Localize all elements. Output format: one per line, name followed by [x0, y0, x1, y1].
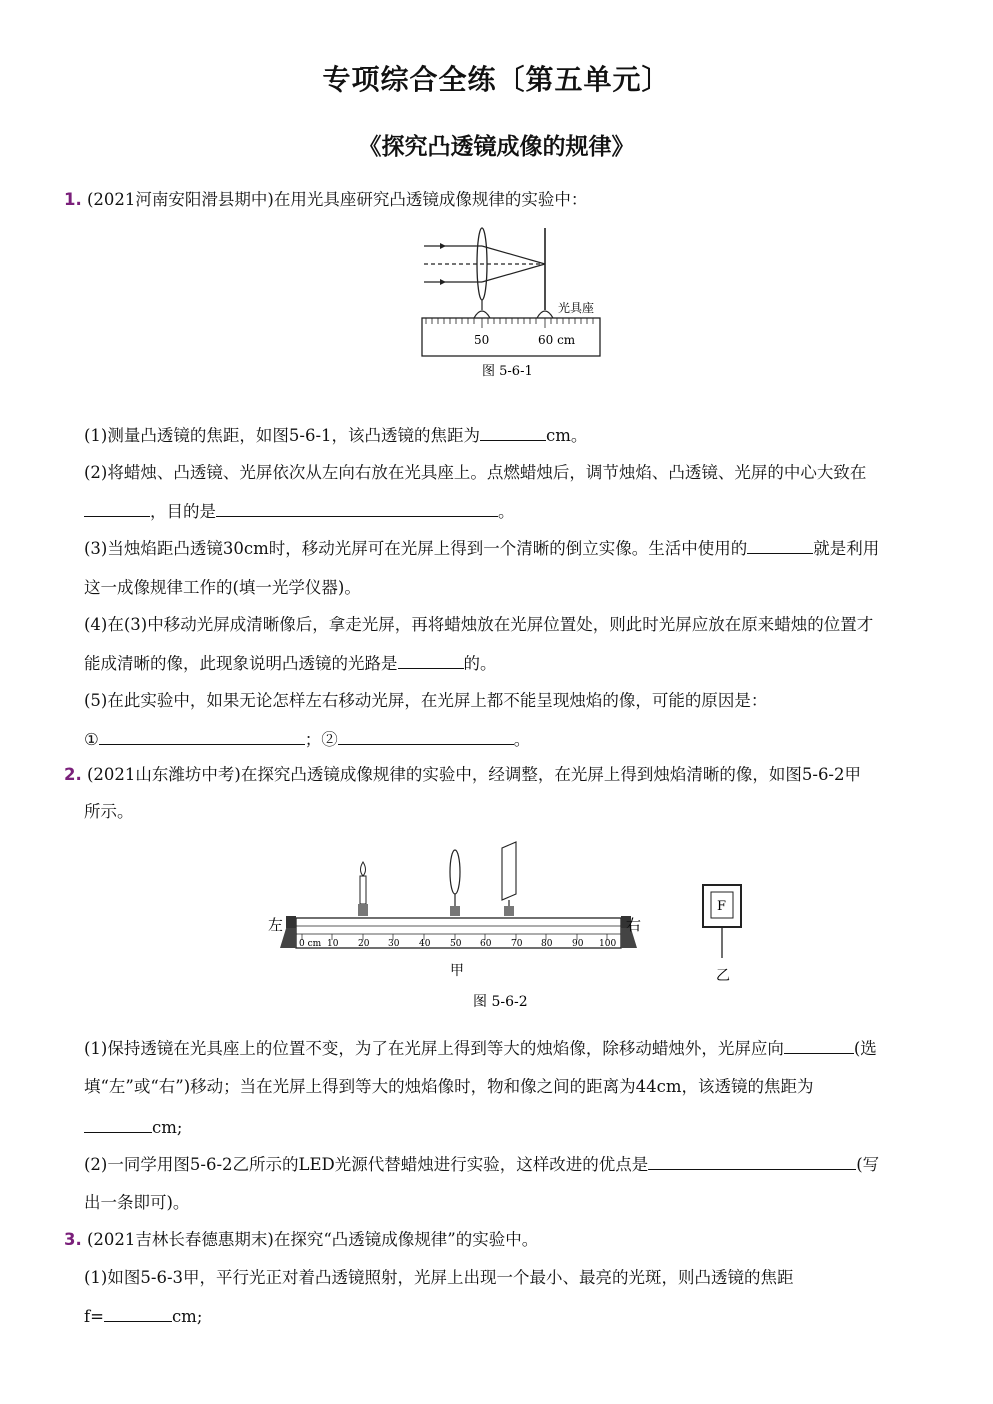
q1-part4-text: 能成清晰的像，此现象说明凸透镜的光路是	[84, 654, 398, 673]
q1-part5-circled-1: ①	[84, 730, 99, 749]
q1-part3-text2: 就是利用	[813, 539, 880, 558]
q3-number: 3.	[64, 1230, 82, 1249]
q1-part5-line2	[84, 728, 530, 752]
q3-part1-label: f=	[84, 1307, 104, 1326]
q1-part5-end: 。	[513, 730, 531, 749]
tick-60: 60 cm	[538, 333, 576, 347]
q1-stem-text: (2021河南安阳滑县期中)在用光具座研究凸透镜成像规律的实验中：	[87, 190, 588, 209]
figure-5-6-1-caption: 图 5-6-1	[482, 364, 533, 379]
answer-blank[interactable]	[99, 728, 305, 745]
q1-part3-line1	[84, 537, 879, 561]
tick-label: 90	[572, 939, 584, 949]
q1-part5-line1: (5)在此实验中，如果无论怎样左右移动光屏，在光屏上都不能呈现烛焰的像，可能的原因是：	[84, 691, 768, 710]
q3-part1-line1: (1)如图5-6-3甲，平行光正对着凸透镜照射，光屏上出现一个最小、最亮的光斑，则凸透镜的焦距	[84, 1268, 794, 1287]
q2-number: 2.	[64, 765, 82, 784]
q2-part2-line2: 出一条即可)。	[84, 1193, 190, 1212]
q1-part3-line2: 这一成像规律工作的(填一光学仪器)。	[84, 578, 361, 597]
tick-label: 60	[480, 939, 492, 949]
q2-part1-line2: 填“左”或“右”)移动；当在光屏上得到等大的烛焰像时，物和像之间的距离为44cm，该透镜的焦距为	[84, 1077, 814, 1096]
led-light-source	[703, 885, 741, 958]
label-left: 左	[268, 916, 284, 934]
light-rays	[424, 246, 545, 282]
q1-part2-line1: (2)将蜡烛、凸透镜、光屏依次从左向右放在光具座上。点燃蜡烛后，调节烛焰、凸透镜、光屏的中心大致在	[84, 463, 867, 482]
screen-shape	[502, 842, 516, 916]
q2-stem-text: (2021山东潍坊中考)在探究凸透镜成像规律的实验中，经调整，在光屏上得到烛焰清晰的像，如图5-6-2甲	[87, 765, 862, 784]
q2-stem-line2: 所示。	[84, 802, 134, 821]
q1-part4-line1: (4)在(3)中移动光屏成清晰像后，拿走光屏，再将蜡烛放在光屏位置处，则此时光屏应放在原来蜡烛的位置才	[84, 615, 874, 634]
section-title: 《探究凸透镜成像的规律》	[358, 134, 635, 160]
label-jia: 甲	[450, 963, 464, 979]
q1-stem	[64, 188, 587, 212]
answer-blank[interactable]	[84, 500, 150, 517]
q2-part2-text: (2)一同学用图5-6-2乙所示的LED光源代替蜡烛进行实验，这样改进的优点是	[84, 1155, 649, 1174]
q1-part1-text: (1)测量凸透镜的焦距，如图5-6-1，该凸透镜的焦距为	[84, 426, 481, 445]
label-right: 右	[626, 916, 642, 934]
figure-5-6-2-caption: 图 5-6-2	[473, 994, 528, 1010]
q1-part4-end: 的。	[463, 654, 497, 673]
q1-number: 1.	[64, 190, 82, 209]
answer-blank[interactable]	[338, 728, 514, 745]
tick-label: 0 cm	[299, 939, 322, 949]
answer-blank[interactable]	[648, 1153, 856, 1170]
tick-50: 50	[474, 333, 490, 347]
page-title: 专项综合全练〔第五单元〕	[322, 63, 671, 96]
bench-label: 光具座	[558, 301, 595, 315]
q2-part1-unit: cm;	[152, 1118, 183, 1137]
label-yi: 乙	[716, 968, 730, 984]
q1-part2-line2	[84, 500, 515, 524]
figure-5-6-1	[410, 220, 610, 390]
q3-part1-unit: cm;	[171, 1307, 203, 1326]
answer-blank[interactable]	[104, 1305, 172, 1322]
q2-part2-line1	[84, 1153, 879, 1177]
answer-blank[interactable]	[216, 500, 498, 517]
q2-part1-text2: (选	[853, 1039, 877, 1058]
tick-label: 50	[450, 939, 462, 949]
answer-blank[interactable]	[747, 537, 813, 554]
q2-part1-text: (1)保持透镜在光具座上的位置不变，为了在光屏上得到等大的烛焰像，除移动蜡烛外，光屏应向	[84, 1039, 784, 1058]
q3-part1-line2	[84, 1305, 202, 1329]
tick-label: 40	[419, 939, 431, 949]
tick-label: 10	[327, 939, 339, 949]
lens-shape	[450, 850, 460, 916]
answer-blank[interactable]	[784, 1037, 854, 1054]
q2-part1-line1	[84, 1037, 877, 1061]
q1-part2-end: 。	[498, 502, 515, 521]
figure-5-6-2	[266, 840, 766, 1020]
led-letter: F	[717, 899, 727, 914]
answer-blank[interactable]	[398, 652, 464, 669]
q2-part2-text2: (写	[856, 1155, 880, 1174]
q2-stem-line1	[64, 763, 861, 787]
tick-label: 70	[511, 939, 523, 949]
q2-part1-line3	[84, 1116, 182, 1140]
answer-blank[interactable]	[480, 424, 546, 441]
q1-part1	[84, 424, 587, 448]
tick-label: 100	[599, 939, 617, 949]
q1-part4-line2	[84, 652, 497, 676]
q1-part3-text: (3)当烛焰距凸透镜30cm时，移动光屏可在光屏上得到一个清晰的倒立实像。生活中使用的	[84, 539, 748, 558]
q3-stem-text: (2021吉林长春德惠期末)在探究“凸透镜成像规律”的实验中。	[87, 1230, 539, 1249]
answer-blank[interactable]	[84, 1116, 152, 1133]
q1-part2-text: ，目的是	[150, 502, 216, 521]
q1-part1-unit: cm。	[546, 426, 588, 445]
q3-stem	[64, 1228, 538, 1252]
tick-label: 20	[358, 939, 370, 949]
candle-shape	[358, 862, 368, 916]
tick-label: 80	[541, 939, 553, 949]
q1-part5-circled-2: ；②	[304, 730, 338, 749]
tick-label: 30	[388, 939, 400, 949]
